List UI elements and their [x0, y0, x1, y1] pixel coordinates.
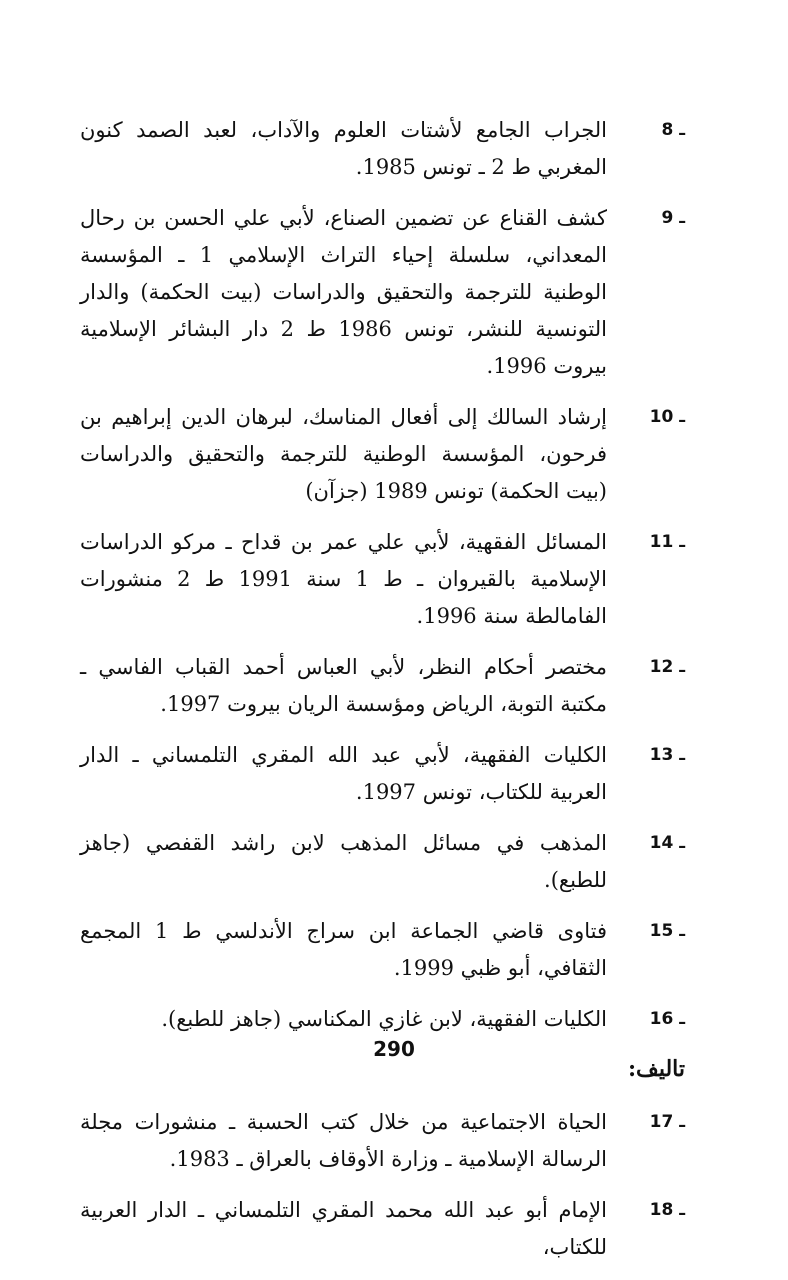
entry-text: الكليات الفقهية، لأبي عبد الله المقري التلمساني ـ الدار العربية للكتاب، تونس 1997.: [80, 743, 607, 804]
list-item: [80, 825, 685, 899]
entry-number: 11 ـ: [649, 532, 685, 552]
entry-number: 18 ـ: [649, 1200, 685, 1220]
entry-text: مختصر أحكام النظر، لأبي العباس أحمد القباب الفاسي ـ مكتبة التوبة، الرياض ومؤسسة الريان بيروت 1997.: [80, 655, 607, 716]
list-item: [80, 112, 685, 186]
entry-text: فتاوى قاضي الجماعة ابن سراج الأندلسي ط 1 المجمع الثقافي، أبو ظبي 1999.: [80, 919, 607, 980]
entry-text: المذهب في مسائل المذهب لابن راشد القفصي (جاهز للطبع).: [80, 831, 607, 892]
entry-number: 17 ـ: [649, 1112, 685, 1132]
entry-number: 13 ـ: [649, 745, 685, 765]
list-item: [80, 1192, 685, 1266]
list-item: [80, 649, 685, 723]
entry-text: إرشاد السالك إلى أفعال المناسك، لبرهان الدين إبراهيم بن فرحون، المؤسسة الوطنية للترجمة والتحقيق والدراسات (بيت الحكمة) تونس 1989 (جزآن): [80, 405, 607, 503]
entry-number: 12 ـ: [649, 657, 685, 677]
entry-number: 14 ـ: [649, 833, 685, 853]
list-item: [80, 1104, 685, 1178]
entry-text: الحياة الاجتماعية من خلال كتب الحسبة ـ منشورات مجلة الرسالة الإسلامية ـ وزارة الأوقاف بالعراق ـ 1983.: [80, 1110, 607, 1171]
list-item: [80, 1001, 685, 1038]
entry-text: الإمام أبو عبد الله محمد المقري التلمساني ـ الدار العربية للكتاب،: [80, 1198, 607, 1259]
entry-number: 15 ـ: [649, 921, 685, 941]
entry-number: 9 ـ: [661, 208, 685, 228]
section-heading: تاليف:: [627, 1056, 685, 1082]
entry-text: الجراب الجامع لأشتات العلوم والآداب، لعبد الصمد كنون المغربي ط 2 ـ تونس 1985.: [80, 118, 607, 179]
page-body: [80, 112, 685, 1280]
entry-text: كشف القناع عن تضمين الصناع، لأبي علي الحسن بن رحال المعداني، سلسلة إحياء التراث الإسلامي 1 ـ المؤسسة الوطنية للترجمة والتحقيق والدراسات (بيت الحكمة) والدار التونسية للنشر، تونس 1986 ط 2 دار البشائر الإسلامية بيروت 1996.: [80, 206, 607, 378]
list-item: [80, 913, 685, 987]
entry-number: 8 ـ: [661, 120, 685, 140]
entry-text: الكليات الفقهية، لابن غازي المكناسي (جاهز للطبع).: [161, 1007, 607, 1031]
list-item: [80, 524, 685, 635]
list-item: [80, 399, 685, 510]
list-item: [80, 200, 685, 385]
entry-text: المسائل الفقهية، لأبي علي عمر بن قداح ـ مركو الدراسات الإسلامية بالقيروان ـ ط 1 سنة 1991 ط 2 منشورات الفامالطة سنة 1996.: [80, 530, 607, 628]
list-item: [80, 737, 685, 811]
entry-number: 10 ـ: [649, 407, 685, 427]
entry-number: 16 ـ: [649, 1009, 685, 1029]
page-number: 290: [373, 1037, 415, 1061]
